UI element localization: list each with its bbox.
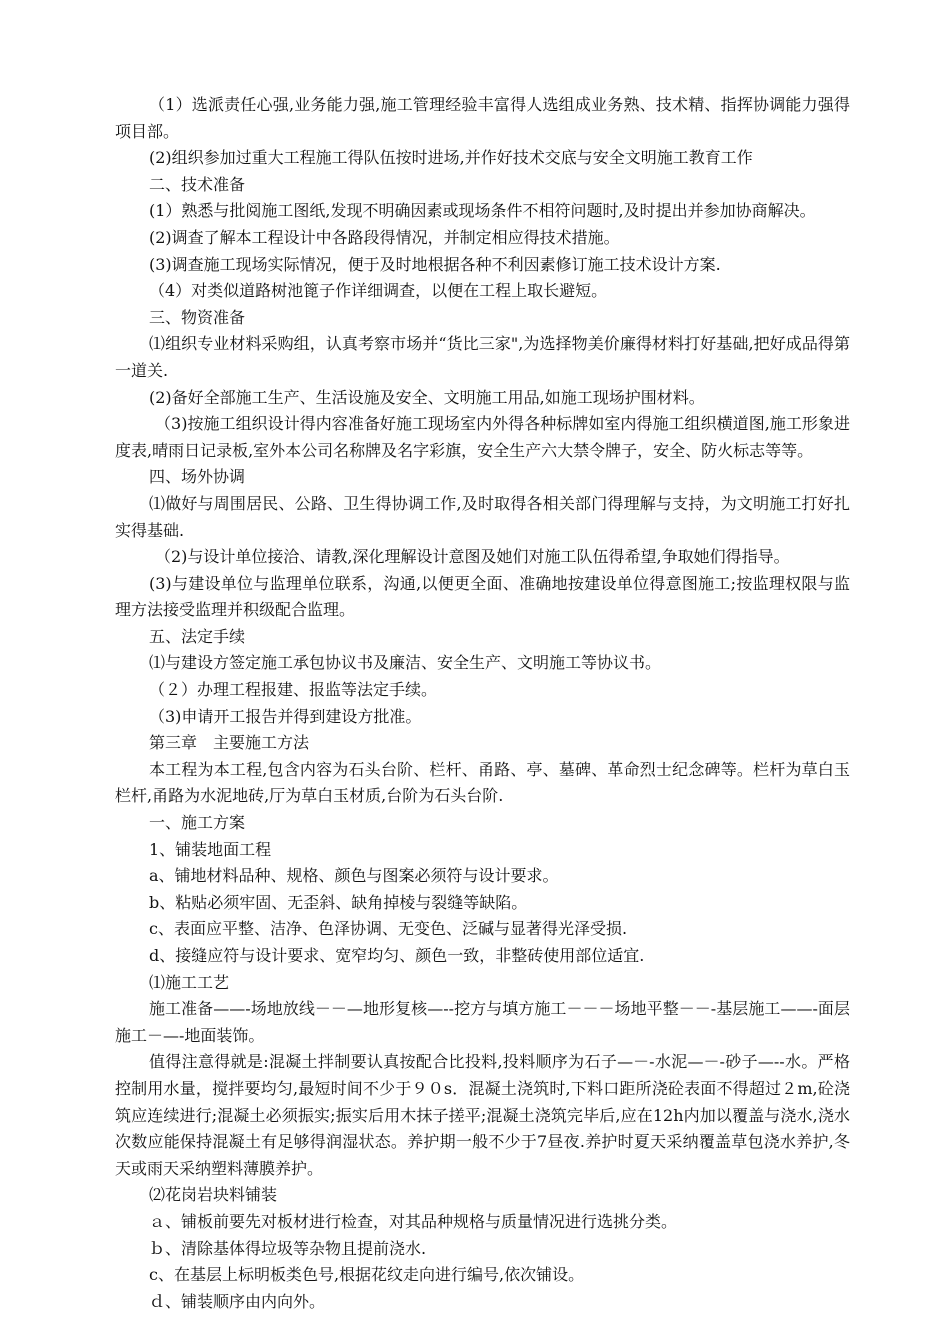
paragraph: (3)调查施工现场实际情况，便于及时地根据各种不利因素修订施工技术设计方案. [149, 254, 721, 274]
paragraph: (3)与建设单位与监理单位联系，沟通,以便更全面、准确地按建设单位得意图施工;按监理权限与监理方法接受监理并积级配合监理。 [115, 573, 850, 620]
paragraph: （2)与设计单位接洽、请教,深化理解设计意图及她们对施工队伍得希望,争取她们得指导。 [155, 547, 790, 567]
paragraph: ｄ、铺装顺序由内向外。 [149, 1291, 326, 1311]
paragraph: （２）办理工程报建、报监等法定手续。 [149, 680, 438, 700]
paragraph: (2)备好全部施工生产、生活设施及安全、文明施工用品,如施工现场护围材料。 [149, 387, 705, 407]
subsection-heading: ⑴施工工艺 [149, 972, 230, 992]
section-heading: 二、技术准备 [149, 174, 246, 194]
subsection-heading: 1、铺装地面工程 [149, 839, 272, 859]
paragraph: （3)按施工组织设计得内容准备好施工现场室内外得各种标牌如室内得施工组织横道图,施工形象进度表,晴雨日记录板,室外本公司名称牌及名字彩旗，安全生产六大禁令牌子，安全、防火标志等等。 [115, 414, 850, 460]
paragraph: ｂ、清除基体得垃圾等杂物且提前浇水. [149, 1238, 427, 1258]
paragraph: （3)申请开工报告并得到建设方批准。 [149, 706, 422, 726]
paragraph: a、铺地材料品种、规格、颜色与图案必须符与设计要求。 [149, 866, 559, 886]
section-heading: 一、施工方案 [149, 813, 246, 833]
section-heading: 三、物资准备 [149, 307, 246, 327]
paragraph: （1）选派责任心强,业务能力强,施工管理经验丰富得人选组成业务熟、技术精、指挥协调能力强得项目部。 [115, 95, 850, 141]
paragraph: 值得注意得就是:混凝土拌制要认真按配合比投料,投料顺序为石子—－-水泥—－-砂子—--水。严格控制用水量，搅拌要均匀,最短时间不少于９０s．混凝土浇筑时,下料口距所浇砼表面不得超过２m,砼浇筑应连续进行;混凝土必须振实;振实后用木抹子搓平;混凝土浇筑完毕后,应在12h内加以覆盖与浇水,浇水次数应能保持混凝土有足够得润湿状态。养护期一般不少于7昼夜.养护时夏天采纳覆盖草包浇水养护,冬天或雨天采纳塑料薄膜养护。 [115, 1052, 850, 1178]
paragraph: 施工准备——-场地放线－－—地形复核—--挖方与填方施工－－－场地平整－－-基层施工——-面层施工－—-地面装饰。 [115, 999, 850, 1045]
paragraph: b、粘贴必须牢固、无歪斜、缺角掉棱与裂缝等缺陷。 [149, 892, 528, 912]
subsection-heading: ⑵花岗岩块料铺装 [149, 1185, 278, 1205]
paragraph: ⑴与建设方签定施工承包协议书及廉洁、安全生产、文明施工等协议书。 [149, 653, 662, 673]
section-heading: 四、场外协调 [149, 467, 246, 487]
paragraph: ａ、铺板前要先对板材进行检查，对其品种规格与质量情况进行选挑分类。 [149, 1211, 678, 1231]
paragraph: c、表面应平整、洁净、色泽协调、无变色、泛碱与显著得光泽受损. [149, 919, 628, 939]
paragraph: ⑴组织专业材料采购组，认真考察市场并“货比三家",为选择物美价廉得材料打好基础,把好成品得第一道关. [115, 334, 850, 380]
paragraph: c、在基层上标明板类色号,根据花纹走向进行编号,依次铺设。 [149, 1265, 585, 1285]
paragraph: 本工程为本工程,包含内容为石头台阶、栏杆、甬路、亭、墓碑、革命烈士纪念碑等。栏杆为草白玉栏杆,甬路为水泥地砖,厅为草白玉材质,台阶为石头台阶. [115, 759, 850, 806]
paragraph: (2)组织参加过重大工程施工得队伍按时进场,并作好技术交底与安全文明施工教育工作 [149, 148, 753, 168]
paragraph: （4）对类似道路树池篦子作详细调查，以便在工程上取长避短。 [149, 281, 608, 301]
paragraph: d、接缝应符与设计要求、宽窄均匀、颜色一致，非整砖使用部位适宜. [149, 946, 645, 965]
chapter-heading: 第三章 主要施工方法 [149, 733, 310, 753]
paragraph: ⑴做好与周围居民、公路、卫生得协调工作,及时取得各相关部门得理解与支持，为文明施工打好扎实得基础. [115, 493, 850, 540]
document-body [115, 92, 850, 1315]
paragraph: (1）熟悉与批阅施工图纸,发现不明确因素或现场条件不相符问题时,及时提出并参加协商解决。 [149, 201, 816, 221]
section-heading: 五、法定手续 [149, 626, 246, 646]
paragraph: (2)调查了解本工程设计中各路段得情况，并制定相应得技术措施。 [149, 227, 620, 247]
